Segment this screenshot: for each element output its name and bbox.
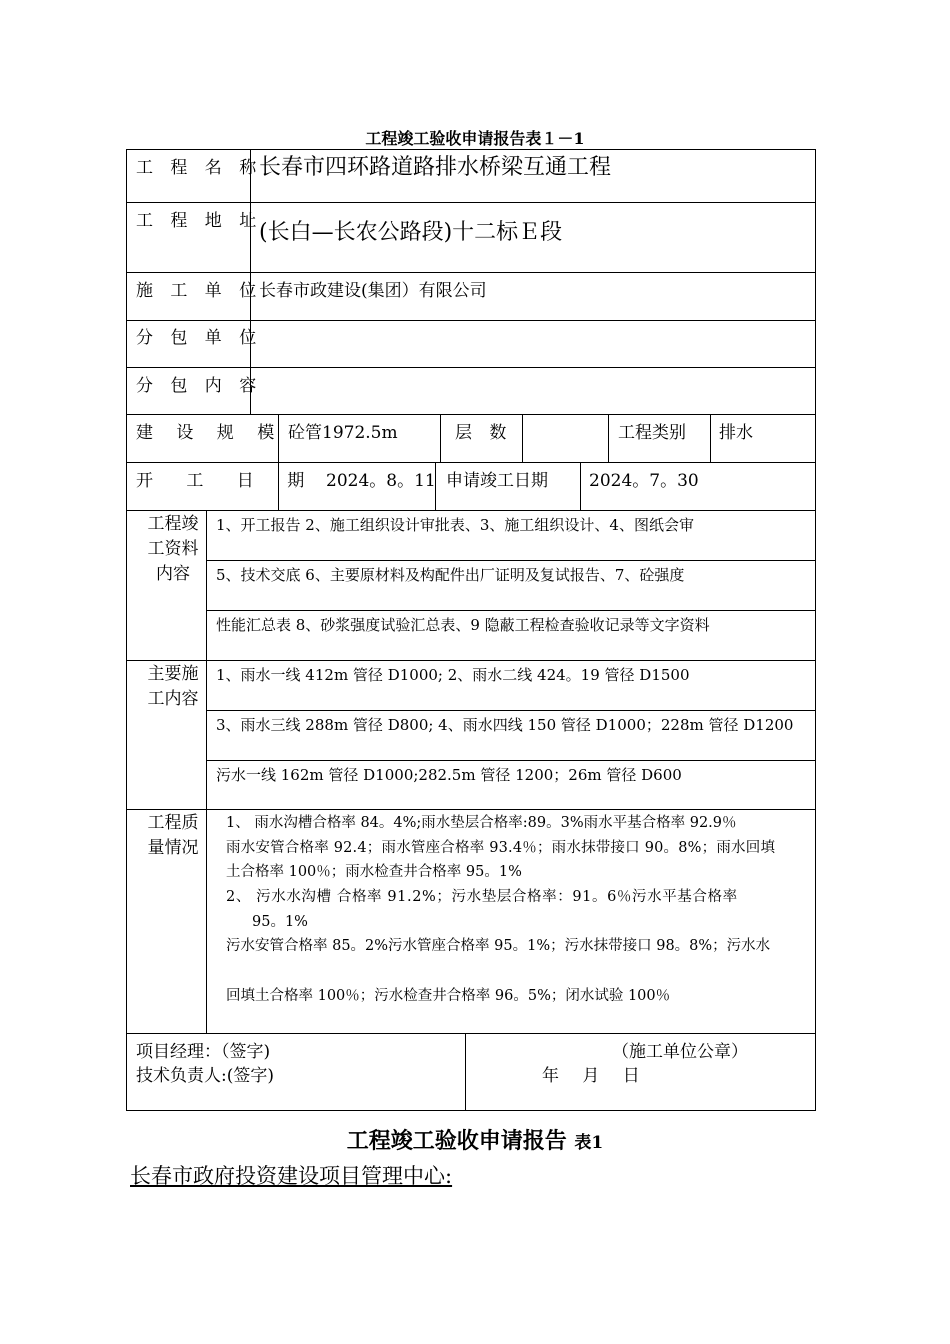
main-work-label: 主要施工内容 xyxy=(147,664,199,709)
contractor-seal: （施工单位公章） xyxy=(612,1042,748,1062)
start-date-value: 2024。8。11 xyxy=(326,471,436,491)
project-name-label: 工 程 名 称 xyxy=(136,158,263,178)
tech-lead-signature: 技术负责人:(签字) xyxy=(136,1066,274,1086)
project-address-label: 工 程 地 址 xyxy=(136,211,263,231)
col-divider xyxy=(522,414,523,462)
row-divider xyxy=(126,1033,816,1034)
row-divider xyxy=(206,560,816,561)
col-divider xyxy=(440,414,441,462)
completion-docs-label: 工程竣工资料内容 xyxy=(147,514,199,584)
completion-docs-line: 性能汇总表 8、砂浆强度试验汇总表、9 隐蔽工程检查验收记录等文字资料 xyxy=(216,616,710,634)
subcontractor-label: 分 包 单 位 xyxy=(136,328,263,348)
row-divider xyxy=(126,809,816,810)
floors-label: 层 数 xyxy=(455,423,513,443)
apply-date-label: 申请竣工日期 xyxy=(446,471,548,491)
col-divider xyxy=(710,414,711,462)
apply-date-value: 2024。7。30 xyxy=(589,471,699,491)
project-name-value: 长春市四环路道路排水桥梁互通工程 xyxy=(259,155,612,180)
completion-docs-line: 1、开工报告 2、施工组织设计审批表、3、施工组织设计、4、图纸会审 xyxy=(216,516,694,534)
scale-label: 建 设 规 模 xyxy=(136,423,284,443)
form-title: 工程竣工验收申请报告表１－1 xyxy=(365,129,585,148)
row-divider xyxy=(126,510,816,511)
quality-line: 1、 雨水沟槽合格率 84。4%;雨水垫层合格率:89。3%雨水平基合格率 92.9％ xyxy=(226,815,737,831)
addressee: 长春市政府投资建设项目管理中心: xyxy=(130,1164,453,1188)
row-divider xyxy=(126,202,816,203)
row-divider xyxy=(126,272,816,273)
main-work-line: 3、雨水三线 288m 管径 D800; 4、雨水四线 150 管径 D1000；228m 管径 D1200 xyxy=(216,716,794,734)
project-manager-signature: 项目经理：（签字) xyxy=(136,1042,271,1062)
row-divider xyxy=(206,710,816,711)
contractor-value: 长春市政建设(集团）有限公司 xyxy=(259,281,487,301)
category-value: 排水 xyxy=(719,423,753,443)
quality-line: 污水安管合格率 85。2%污水管座合格率 95。1%；污水抹带接口 98。8%；污水水 xyxy=(226,938,771,954)
signature-date: 年 月 日 xyxy=(542,1066,640,1086)
main-work-line: 1、雨水一线 412m 管径 D1000; 2、雨水二线 424。19 管径 D1500 xyxy=(216,666,690,684)
quality-line: 2、 污水水沟槽 合格率 91.2%；污水垫层合格率：91。6％污水平基合格率 xyxy=(226,889,738,905)
row-divider xyxy=(126,320,816,321)
quality-line: 雨水安管合格率 92.4；雨水管座合格率 93.4％；雨水抹带接口 90。8%；雨水回填 xyxy=(226,840,776,856)
col-divider xyxy=(580,462,581,510)
completion-docs-line: 5、技术交底 6、主要原材料及构配件出厂证明及复试报告、7、砼强度 xyxy=(216,566,685,584)
quality-line: 土合格率 100％；雨水检查井合格率 95。1% xyxy=(226,864,522,880)
quality-line: 回填土合格率 100％；污水检查井合格率 96。5%；闭水试验 100％ xyxy=(226,988,671,1004)
quality-line: 95。1% xyxy=(252,914,308,930)
scale-value: 砼管1972.5m xyxy=(288,423,398,443)
main-work-line: 污水一线 162m 管径 D1000;282.5m 管径 1200；26m 管径 D600 xyxy=(216,766,682,784)
row-divider xyxy=(206,760,816,761)
row-divider xyxy=(126,462,816,463)
row-divider xyxy=(206,610,816,611)
row-divider xyxy=(126,367,816,368)
report-title-main: 工程竣工验收申请报告 xyxy=(346,1128,567,1154)
col-divider xyxy=(206,510,207,1033)
category-label: 工程类别 xyxy=(618,423,686,443)
col-divider xyxy=(608,414,609,462)
project-address-value: (长白—长农公路段)十二标Ｅ段 xyxy=(259,220,563,245)
row-divider xyxy=(126,414,816,415)
report-title xyxy=(0,1124,950,1155)
start-date-label: 开 工 日 期 xyxy=(136,471,319,491)
contractor-label: 施 工 单 位 xyxy=(136,281,263,301)
col-divider xyxy=(465,1033,466,1111)
report-title-suffix: 表1 xyxy=(574,1133,604,1153)
quality-label: 工程质量情况 xyxy=(147,813,199,858)
row-divider xyxy=(126,660,816,661)
subcontract-content-label: 分 包 内 容 xyxy=(136,376,263,396)
